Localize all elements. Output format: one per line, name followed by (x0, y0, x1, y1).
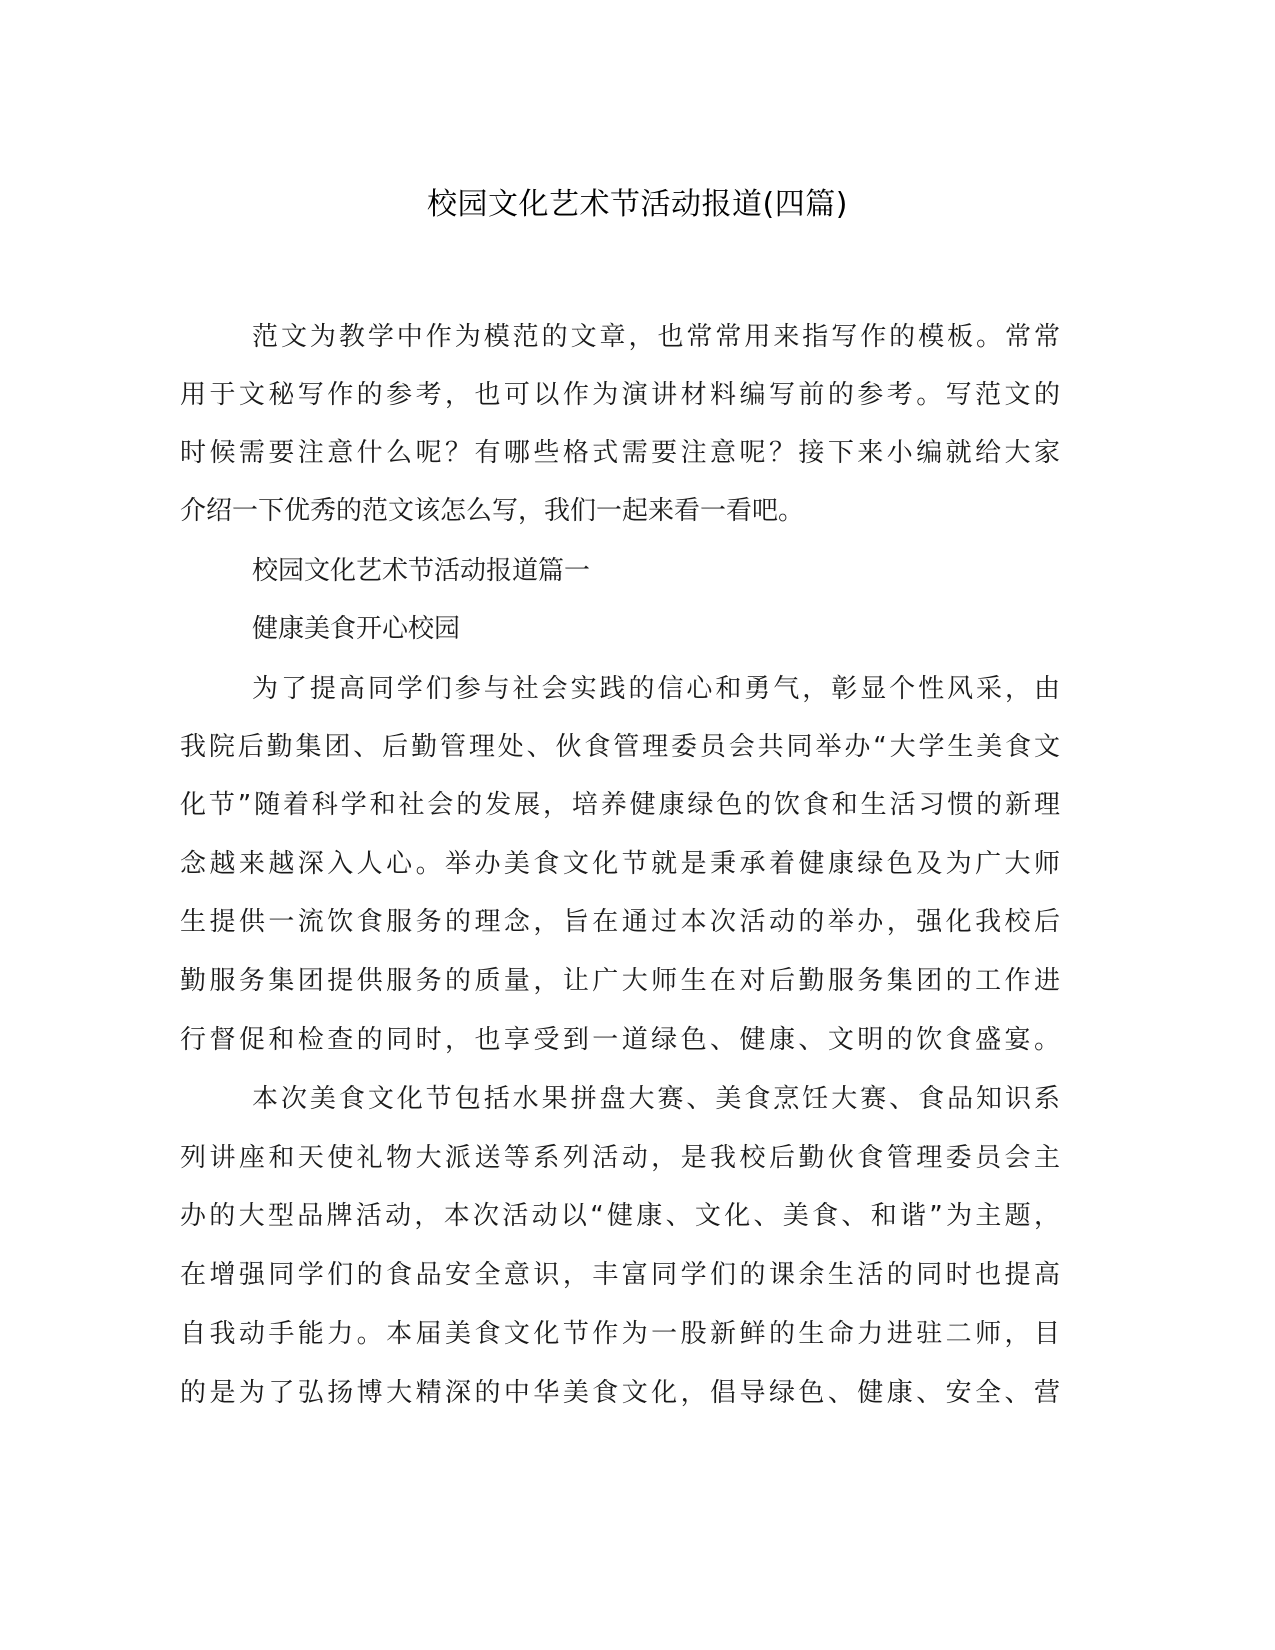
body-line-17: 在增强同学们的食品安全意识，丰富同学们的课余生活的同时也提高 (180, 1260, 1060, 1290)
body-line-2: 用于文秘写作的参考，也可以作为演讲材料编写前的参考。写范文的 (180, 380, 1060, 410)
article-subtitle: 健康美食开心校园 (252, 614, 461, 644)
body-line-16: 办的大型品牌活动，本次活动以“健康、文化、美食、和谐”为主题， (180, 1201, 1060, 1231)
body-line-18: 自我动手能力。本届美食文化节作为一股新鲜的生命力进驻二师，目 (180, 1319, 1060, 1349)
body-line-12: 勤服务集团提供服务的质量，让广大师生在对后勤服务集团的工作进 (180, 966, 1060, 996)
body-line-8: 我院后勤集团、后勤管理处、伙食管理委员会共同举办“大学生美食文 (180, 732, 1060, 762)
document-title: 校园文化艺术节活动报道(四篇) (427, 187, 848, 222)
body-line-7: 为了提高同学们参与社会实践的信心和勇气，彰显个性风采，由 (252, 674, 1060, 704)
section-heading: 校园文化艺术节活动报道篇一 (252, 556, 591, 586)
body-line-9: 化节”随着科学和社会的发展，培养健康绿色的饮食和生活习惯的新理 (180, 790, 1060, 820)
body-line-19: 的是为了弘扬博大精深的中华美食文化，倡导绿色、健康、安全、营 (180, 1378, 1060, 1408)
body-line-10: 念越来越深入人心。举办美食文化节就是秉承着健康绿色及为广大师 (180, 849, 1060, 879)
body-line-13: 行督促和检查的同时，也享受到一道绿色、健康、文明的饮食盛宴。 (180, 1025, 1060, 1055)
body-line-3: 时候需要注意什么呢？有哪些格式需要注意呢？接下来小编就给大家 (180, 438, 1060, 468)
body-line-14: 本次美食文化节包括水果拼盘大赛、美食烹饪大赛、食品知识系 (252, 1084, 1060, 1114)
body-line-15: 列讲座和天使礼物大派送等系列活动，是我校后勤伙食管理委员会主 (180, 1143, 1060, 1173)
body-line-4: 介绍一下优秀的范文该怎么写，我们一起来看一看吧。 (180, 496, 805, 526)
body-line-1: 范文为教学中作为模范的文章，也常常用来指写作的模板。常常 (252, 322, 1060, 352)
body-line-11: 生提供一流饮食服务的理念，旨在通过本次活动的举办，强化我校后 (180, 907, 1060, 937)
